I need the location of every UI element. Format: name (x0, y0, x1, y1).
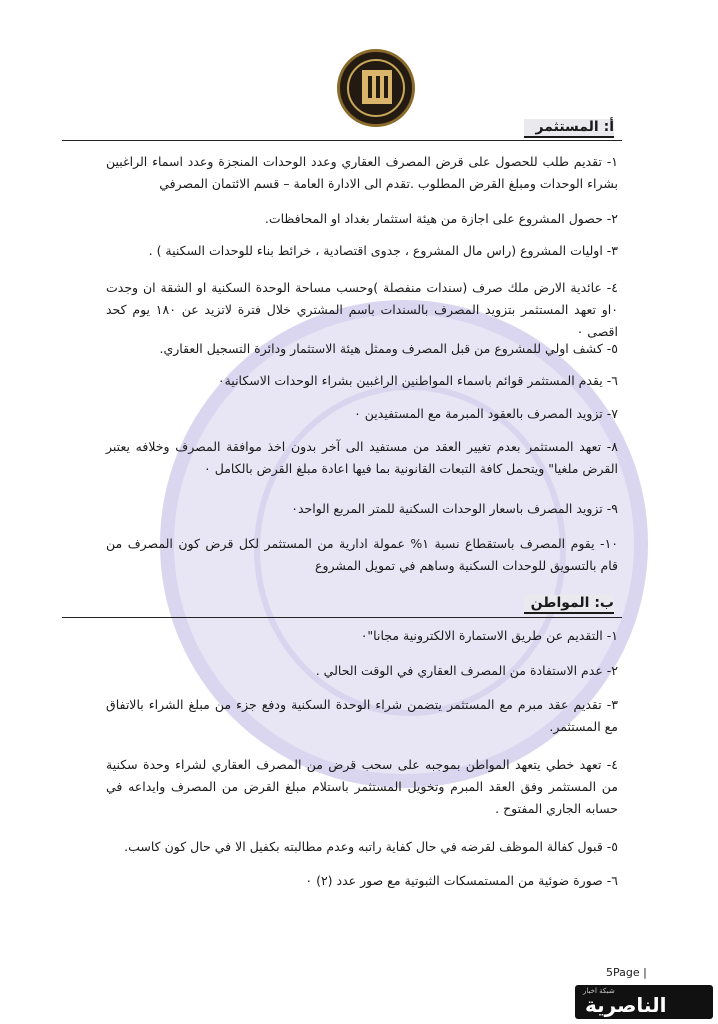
investor-item-10: ١٠- يقوم المصرف باستقطاع نسبة ١% عمولة ادارية من المستثمر لكل قرض كون المصرف من قام بالتسويق للوحدات السكنية وساهم في تمويل المشروع (106, 536, 618, 573)
section-b-heading: ب: المواطن (524, 595, 614, 614)
divider (62, 617, 622, 618)
citizen-item-2: ٢- عدم الاستفادة من المصرف العقاري في الوقت الحالي . (315, 663, 618, 678)
brand-name: الناصرية (585, 993, 667, 1017)
investor-item-1: ١- تقديم طلب للحصول على قرض المصرف العقاري وعدد الوحدات المنجزة وعدد اسماء الراغبين بشراء الوحدات ومبلغ القرض المطلوب .تقدم الى الادارة العامة – قسم الائتمان المصرفي (106, 154, 618, 191)
page-number: 5Page | (606, 966, 647, 979)
bank-logo (337, 49, 415, 127)
divider (62, 140, 622, 141)
investor-item-8: ٨- تعهد المستثمر بعدم تغيير العقد من مستفيد الى آخر بدون اخذ موافقة المصرف وخلافه يعتبر القرض ملغيا" ويتحمل كافة التبعات القانونية بما فيها اعادة مبلغ القرض بالكامل ٠ (106, 439, 618, 476)
section-a-heading: أ: المستثمر (524, 119, 614, 138)
brand-subtitle: شبكة اخبار (583, 987, 615, 995)
investor-item-5: ٥- كشف اولي للمشروع من قبل المصرف وممثل هيئة الاستثمار ودائرة التسجيل العقاري. (159, 341, 618, 356)
investor-item-2: ٢- حصول المشروع على اجازة من هيئة استثمار بغداد او المحافظات. (264, 211, 618, 226)
citizen-item-4: ٤- تعهد خطي يتعهد المواطن بموجبه على سحب قرض من المصرف العقاري لشراء وحدة سكنية من المستثمر وفق العقد المبرم وتخويل المستثمر باستلام مبلغ القرض من المصرف وايداعه في حسابه الجاري المفتوح . (106, 757, 618, 816)
investor-item-4: ٤- عائدية الارض ملك صرف (سندات منفصلة )وحسب مساحة الوحدة السكنية او الشقة ان وجدت ٠او تعهد المستثمر بتزويد المصرف بالسندات باسم المشتري خلال فترة لاتزيد عن ١٨٠ يوم كحد اقصى ٠ (106, 280, 618, 339)
building-icon (362, 70, 392, 104)
citizen-item-3: ٣- تقديم عقد مبرم مع المستثمر يتضمن شراء الوحدة السكنية ودفع جزء من مبلغ الشراء بالاتفاق مع المستثمر. (106, 697, 618, 734)
citizen-item-5: ٥- قبول كفالة الموظف لقرضه في حال كفاية راتبه وعدم مطالبته بكفيل الا في حال كون كاسب. (124, 839, 618, 854)
investor-item-6: ٦- يقدم المستثمر قوائم باسماء المواطنين الراغبين بشراء الوحدات الاسكانية٠ (217, 373, 618, 388)
citizen-item-1: ١- التقديم عن طريق الاستمارة الالكترونية مجانا"٠ (360, 628, 618, 643)
investor-item-9: ٩- تزويد المصرف باسعار الوحدات السكنية للمتر المربع الواحد٠ (291, 501, 618, 516)
investor-item-3: ٣- اوليات المشروع (راس مال المشروع ، جدوى اقتصادية ، خرائط بناء للوحدات السكنية ) . (148, 243, 618, 258)
investor-item-7: ٧- تزويد المصرف بالعقود المبرمة مع المستفيدين ٠ (354, 406, 618, 421)
news-brand-logo (575, 985, 713, 1019)
citizen-item-6: ٦- صورة ضوئية من المستمسكات الثبوتية مع صور عدد (٢) ٠ (305, 873, 618, 888)
